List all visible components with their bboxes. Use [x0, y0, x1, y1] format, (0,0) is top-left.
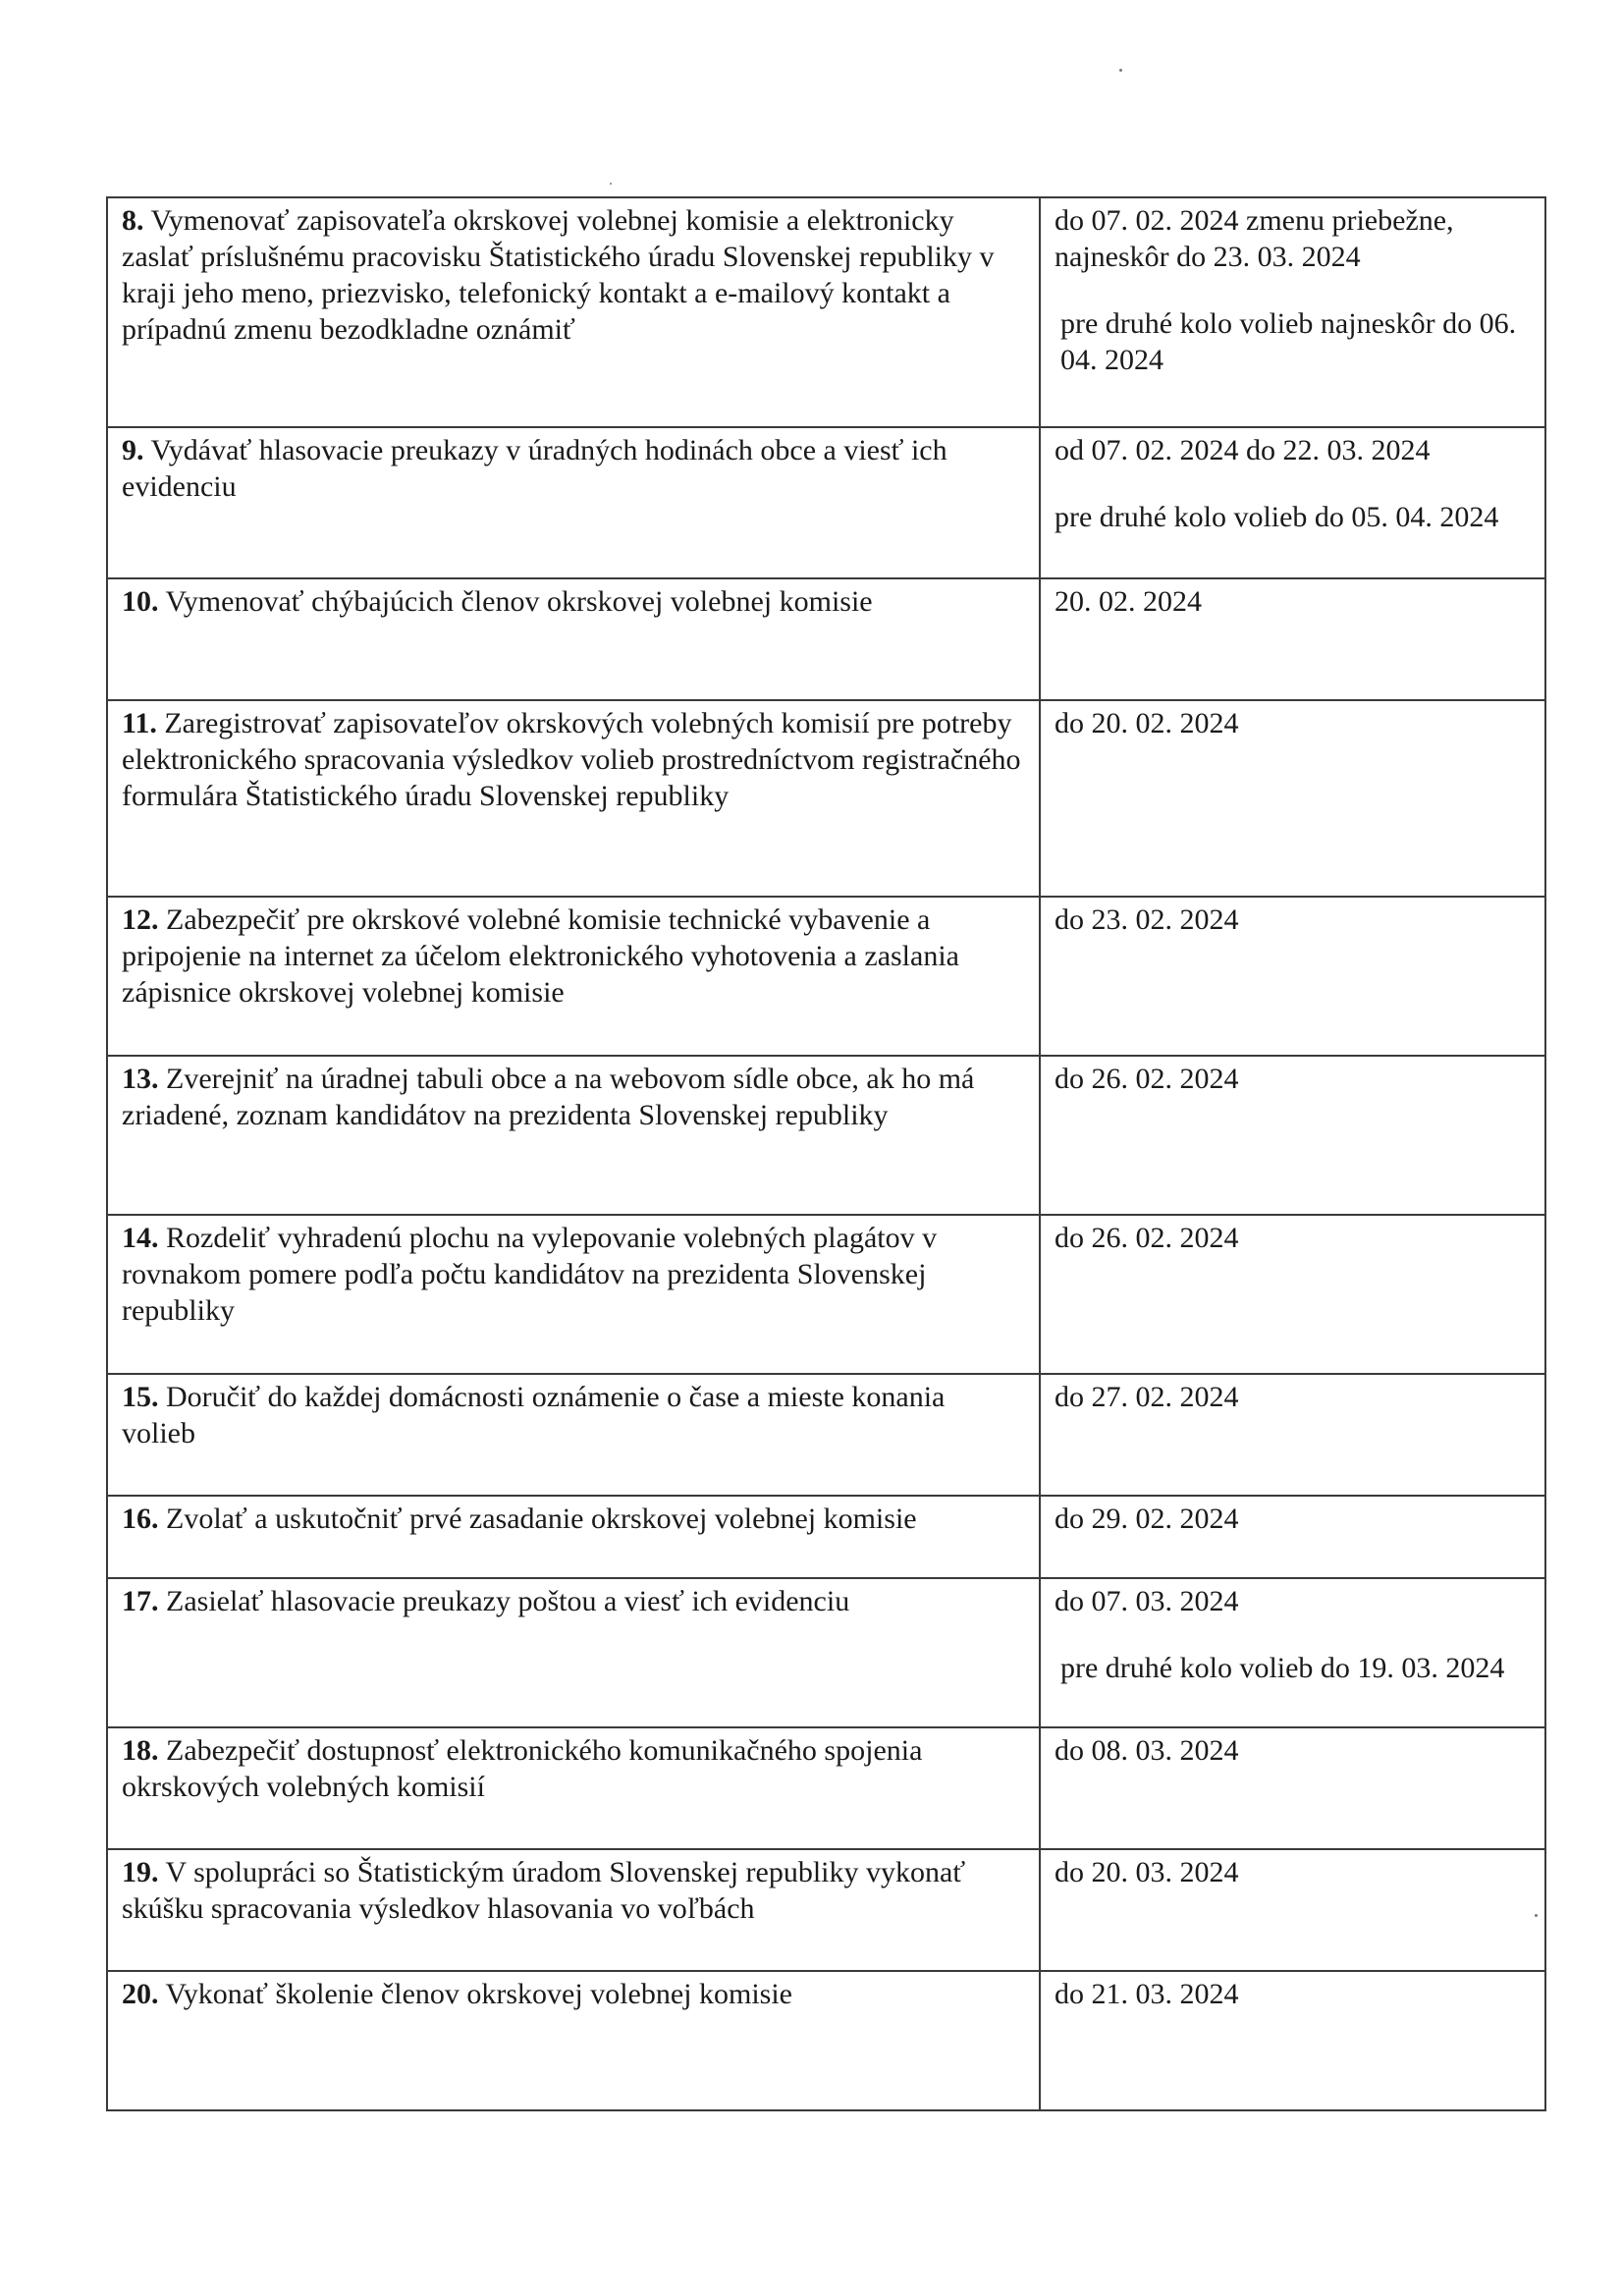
table-row	[107, 1849, 1545, 1971]
task-cell	[107, 897, 1040, 1056]
task-text: Zabezpečiť dostupnosť elektronického komunikačného spojenia okrskových volebných komisií	[122, 1734, 923, 1803]
deadline-cell	[1040, 1374, 1545, 1496]
task-text: Doručiť do každej domácnosti oznámenie o čase a mieste konania volieb	[122, 1381, 946, 1449]
task-text: Rozdeliť vyhradenú plochu na vylepovanie volebných plagátov v rovnakom pomere podľa počtu kandidátov na prezidenta Slovenskej republiky	[122, 1222, 938, 1327]
task-number: 11.	[122, 707, 157, 739]
task-number: 18.	[122, 1734, 159, 1767]
task-text: Zverejniť na úradnej tabuli obce a na webovom sídle obce, ak ho má zriadené, zoznam kandidátov na prezidenta Slovenskej republiky	[122, 1063, 975, 1131]
scan-speck	[1119, 69, 1122, 72]
deadline-text: do 26. 02. 2024	[1055, 1222, 1239, 1254]
task-number: 12.	[122, 903, 159, 936]
scan-speck	[610, 183, 612, 185]
task-cell	[107, 1496, 1040, 1578]
task-cell	[107, 1215, 1040, 1374]
deadline-text: do 27. 02. 2024	[1055, 1381, 1239, 1413]
task-number: 14.	[122, 1222, 159, 1254]
task-text: Vydávať hlasovacie preukazy v úradných hodinách obce a viesť ich evidenciu	[122, 434, 947, 503]
task-text: Zabezpečiť pre okrskové volebné komisie technické vybavenie a pripojenie na internet za účelom elektronického vyhotovenia a zaslania zápisnice okrskovej volebnej komisie	[122, 903, 959, 1009]
task-cell	[107, 427, 1040, 578]
task-cell	[107, 1971, 1040, 2110]
election-task-table	[106, 196, 1546, 2111]
deadline-cell	[1040, 1971, 1545, 2110]
task-text: Zasielať hlasovacie preukazy poštou a viesť ich evidenciu	[166, 1585, 850, 1617]
deadline-cell	[1040, 1578, 1545, 1727]
task-cell	[107, 700, 1040, 897]
table-row	[107, 1374, 1545, 1496]
task-text: Vymenovať chýbajúcich členov okrskovej volebnej komisie	[165, 585, 873, 618]
table-row	[107, 578, 1545, 700]
deadline-text: do 21. 03. 2024	[1055, 1978, 1239, 2010]
task-number: 13.	[122, 1063, 159, 1095]
deadline-cell	[1040, 897, 1545, 1056]
deadline-text: do 20. 03. 2024	[1055, 1856, 1239, 1888]
table-row	[107, 1971, 1545, 2110]
deadline-cell	[1040, 1849, 1545, 1971]
deadline-cell	[1040, 1215, 1545, 1374]
deadline-text: do 29. 02. 2024	[1055, 1503, 1239, 1535]
deadline-text: do 23. 02. 2024	[1055, 903, 1239, 936]
task-cell	[107, 197, 1040, 427]
deadline-cell	[1040, 1727, 1545, 1849]
task-number: 10.	[122, 585, 159, 618]
table-row	[107, 700, 1545, 897]
deadline-cell	[1040, 1496, 1545, 1578]
second-round-deadline: pre druhé kolo volieb do 19. 03. 2024	[1060, 1652, 1505, 1684]
task-cell	[107, 578, 1040, 700]
task-cell	[107, 1849, 1040, 1971]
table-row	[107, 1578, 1545, 1727]
table-row	[107, 1496, 1545, 1578]
deadline-text: do 26. 02. 2024	[1055, 1063, 1239, 1095]
deadline-text: do 07. 03. 2024	[1055, 1585, 1239, 1617]
table-row	[107, 1215, 1545, 1374]
task-number: 15.	[122, 1381, 159, 1413]
deadline-cell	[1040, 1056, 1545, 1215]
task-text: Zvolať a uskutočniť prvé zasadanie okrskovej volebnej komisie	[166, 1503, 917, 1535]
table-row	[107, 1727, 1545, 1849]
deadline-cell	[1040, 578, 1545, 700]
deadline-text: od 07. 02. 2024 do 22. 03. 2024	[1055, 434, 1431, 466]
task-text: Zaregistrovať zapisovateľov okrskových volebných komisií pre potreby elektronického spracovania výsledkov volieb prostredníctvom registračného formulára Štatistického úradu Slovenskej republiky	[122, 707, 1021, 812]
deadline-cell	[1040, 427, 1545, 578]
deadline-cell	[1040, 197, 1545, 427]
deadline-cell	[1040, 700, 1545, 897]
task-number: 20.	[122, 1978, 159, 2010]
task-number: 17.	[122, 1585, 159, 1617]
deadline-text: 20. 02. 2024	[1055, 585, 1202, 618]
task-number: 16.	[122, 1503, 159, 1535]
table-row	[107, 897, 1545, 1056]
task-number: 8.	[122, 204, 144, 237]
task-cell	[107, 1374, 1040, 1496]
second-round-deadline: pre druhé kolo volieb do 05. 04. 2024	[1055, 501, 1499, 533]
task-number: 9.	[122, 434, 144, 466]
task-number: 19.	[122, 1856, 159, 1888]
table-row	[107, 427, 1545, 578]
task-cell	[107, 1578, 1040, 1727]
task-cell	[107, 1727, 1040, 1849]
task-text: V spolupráci so Štatistickým úradom Slovenskej republiky vykonať skúšku spracovania výsledkov hlasovania vo voľbách	[122, 1856, 966, 1925]
second-round-deadline: pre druhé kolo volieb najneskôr do 06. 04. 2024	[1060, 307, 1517, 376]
task-cell	[107, 1056, 1040, 1215]
task-text: Vymenovať zapisovateľa okrskovej volebnej komisie a elektronicky zaslať príslušnému pracovisku Štatistického úradu Slovenskej republiky v kraji jeho meno, priezvisko, telefonický kontakt a e-mailový kontakt a prípadnú zmenu bezodkladne oznámiť	[122, 204, 995, 346]
deadline-text: do 07. 02. 2024 zmenu priebežne, najneskôr do 23. 03. 2024	[1055, 204, 1454, 273]
table-row	[107, 197, 1545, 427]
deadline-text: do 08. 03. 2024	[1055, 1734, 1239, 1767]
table-row	[107, 1056, 1545, 1215]
task-text: Vykonať školenie členov okrskovej volebnej komisie	[165, 1978, 792, 2010]
deadline-text: do 20. 02. 2024	[1055, 707, 1239, 739]
